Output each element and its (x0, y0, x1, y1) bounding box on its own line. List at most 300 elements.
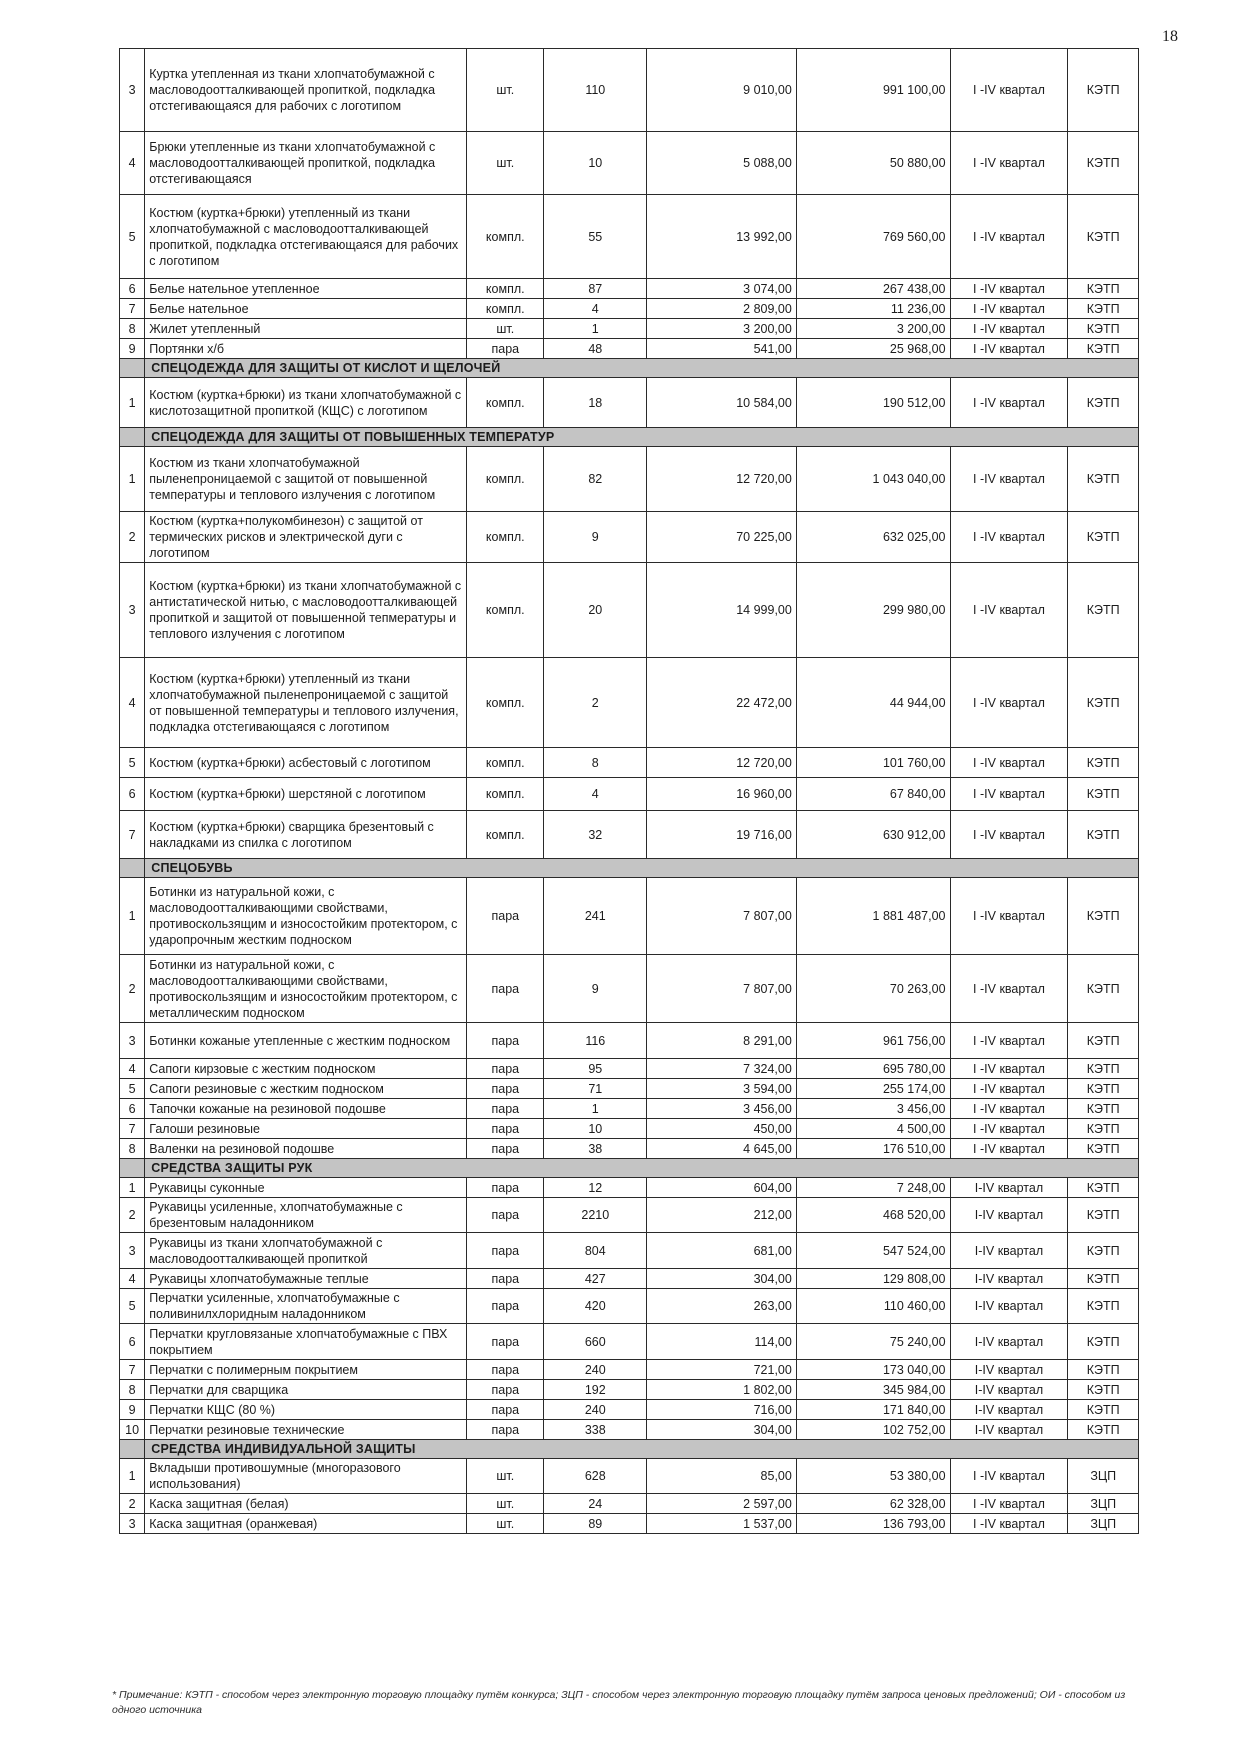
row-number-cell: 1 (120, 1459, 145, 1494)
item-name-cell: Куртка утепленная из ткани хлопчатобумажной с масловодоотталкивающей пропиткой, подкладка отстегивающаяся для рабочих с логотипом (145, 49, 467, 132)
section-header-spacer (120, 1159, 145, 1178)
unit-of-measure-cell: компл. (467, 512, 544, 563)
item-name-cell: Ботинки кожаные утепленные с жестким подноском (145, 1023, 467, 1059)
item-name-cell: Тапочки кожаные на резиновой подошве (145, 1099, 467, 1119)
quantity-cell: 420 (544, 1289, 647, 1324)
item-name-cell: Костюм (куртка+брюки) асбестовый с логотипом (145, 748, 467, 778)
unit-of-measure-cell: компл. (467, 778, 544, 811)
section-header-row (120, 859, 1139, 878)
unit-of-measure-cell: пара (467, 1099, 544, 1119)
total-amount-cell: 102 752,00 (796, 1420, 950, 1440)
delivery-period-cell: I-IV квартал (950, 1269, 1068, 1289)
procurement-method-cell: ЗЦП (1068, 1459, 1139, 1494)
table-row (120, 1289, 1139, 1324)
total-amount-cell: 3 456,00 (796, 1099, 950, 1119)
total-amount-cell: 129 808,00 (796, 1269, 950, 1289)
procurement-method-cell: КЭТП (1068, 378, 1139, 428)
section-header-spacer (120, 428, 145, 447)
row-number-cell: 2 (120, 512, 145, 563)
item-name-cell: Перчатки с полимерным покрытием (145, 1360, 467, 1380)
delivery-period-cell: I -IV квартал (950, 1514, 1068, 1534)
quantity-cell: 87 (544, 279, 647, 299)
unit-of-measure-cell: пара (467, 1059, 544, 1079)
quantity-cell: 20 (544, 563, 647, 658)
row-number-cell: 1 (120, 378, 145, 428)
procurement-method-cell: КЭТП (1068, 1420, 1139, 1440)
item-name-cell: Жилет утепленный (145, 319, 467, 339)
item-name-cell: Каска защитная (белая) (145, 1494, 467, 1514)
row-number-cell: 4 (120, 132, 145, 195)
total-amount-cell: 75 240,00 (796, 1324, 950, 1360)
procurement-method-cell: КЭТП (1068, 1119, 1139, 1139)
procurement-method-cell: КЭТП (1068, 878, 1139, 955)
row-number-cell: 8 (120, 1380, 145, 1400)
unit-of-measure-cell: компл. (467, 658, 544, 748)
row-number-cell: 10 (120, 1420, 145, 1440)
item-name-cell: Рукавицы из ткани хлопчатобумажной с масловодоотталкивающей пропиткой (145, 1233, 467, 1269)
item-name-cell: Ботинки из натуральной кожи, с масловодоотталкивающими свойствами, противоскользящим и износостойким протектором, с металлическим подноском (145, 955, 467, 1023)
procurement-method-cell: КЭТП (1068, 1178, 1139, 1198)
procurement-method-cell: КЭТП (1068, 778, 1139, 811)
item-name-cell: Сапоги резиновые с жестким подноском (145, 1079, 467, 1099)
section-header-spacer (120, 1440, 145, 1459)
quantity-cell: 18 (544, 378, 647, 428)
total-amount-cell: 11 236,00 (796, 299, 950, 319)
total-amount-cell: 70 263,00 (796, 955, 950, 1023)
row-number-cell: 3 (120, 1023, 145, 1059)
delivery-period-cell: I -IV квартал (950, 778, 1068, 811)
unit-price-cell: 14 999,00 (647, 563, 796, 658)
row-number-cell: 3 (120, 1233, 145, 1269)
quantity-cell: 110 (544, 49, 647, 132)
item-name-cell: Костюм (куртка+брюки) шерстяной с логотипом (145, 778, 467, 811)
procurement-method-cell: КЭТП (1068, 955, 1139, 1023)
procurement-table (119, 48, 1139, 1534)
delivery-period-cell: I -IV квартал (950, 1459, 1068, 1494)
table-body (120, 49, 1139, 1534)
table-row (120, 447, 1139, 512)
delivery-period-cell: I -IV квартал (950, 1079, 1068, 1099)
total-amount-cell: 110 460,00 (796, 1289, 950, 1324)
unit-of-measure-cell: пара (467, 1139, 544, 1159)
unit-price-cell: 3 074,00 (647, 279, 796, 299)
unit-of-measure-cell: шт. (467, 1459, 544, 1494)
procurement-method-cell: КЭТП (1068, 512, 1139, 563)
section-header-spacer (120, 359, 145, 378)
unit-of-measure-cell: пара (467, 955, 544, 1023)
quantity-cell: 116 (544, 1023, 647, 1059)
row-number-cell: 8 (120, 1139, 145, 1159)
table-row (120, 49, 1139, 132)
table-row (120, 778, 1139, 811)
table-row (120, 878, 1139, 955)
procurement-method-cell: КЭТП (1068, 447, 1139, 512)
delivery-period-cell: I-IV квартал (950, 1400, 1068, 1420)
procurement-method-cell: КЭТП (1068, 279, 1139, 299)
unit-of-measure-cell: пара (467, 1178, 544, 1198)
procurement-method-cell: КЭТП (1068, 1198, 1139, 1233)
quantity-cell: 8 (544, 748, 647, 778)
procurement-method-cell: КЭТП (1068, 563, 1139, 658)
unit-price-cell: 304,00 (647, 1269, 796, 1289)
table-row (120, 1198, 1139, 1233)
delivery-period-cell: I -IV квартал (950, 378, 1068, 428)
procurement-method-cell: КЭТП (1068, 1380, 1139, 1400)
unit-of-measure-cell: компл. (467, 299, 544, 319)
item-name-cell: Костюм (куртка+полукомбинезон) с защитой от термических рисков и электрической дуги с логотипом (145, 512, 467, 563)
delivery-period-cell: I -IV квартал (950, 1023, 1068, 1059)
unit-of-measure-cell: пара (467, 1023, 544, 1059)
procurement-method-cell: КЭТП (1068, 1099, 1139, 1119)
item-name-cell: Белье нательное утепленное (145, 279, 467, 299)
quantity-cell: 628 (544, 1459, 647, 1494)
unit-price-cell: 3 456,00 (647, 1099, 796, 1119)
item-name-cell: Перчатки КЩС (80 %) (145, 1400, 467, 1420)
delivery-period-cell: I-IV квартал (950, 1178, 1068, 1198)
total-amount-cell: 190 512,00 (796, 378, 950, 428)
item-name-cell: Каска защитная (оранжевая) (145, 1514, 467, 1534)
row-number-cell: 7 (120, 299, 145, 319)
delivery-period-cell: I -IV квартал (950, 1059, 1068, 1079)
procurement-method-cell: КЭТП (1068, 811, 1139, 859)
unit-of-measure-cell: пара (467, 1360, 544, 1380)
section-header-row (120, 1159, 1139, 1178)
row-number-cell: 5 (120, 748, 145, 778)
quantity-cell: 71 (544, 1079, 647, 1099)
unit-of-measure-cell: компл. (467, 378, 544, 428)
delivery-period-cell: I -IV квартал (950, 319, 1068, 339)
quantity-cell: 55 (544, 195, 647, 279)
total-amount-cell: 345 984,00 (796, 1380, 950, 1400)
quantity-cell: 2 (544, 658, 647, 748)
total-amount-cell: 991 100,00 (796, 49, 950, 132)
unit-price-cell: 22 472,00 (647, 658, 796, 748)
procurement-method-cell: КЭТП (1068, 1400, 1139, 1420)
table-row (120, 1119, 1139, 1139)
row-number-cell: 3 (120, 1514, 145, 1534)
total-amount-cell: 267 438,00 (796, 279, 950, 299)
unit-price-cell: 3 200,00 (647, 319, 796, 339)
total-amount-cell: 171 840,00 (796, 1400, 950, 1420)
table-row (120, 1059, 1139, 1079)
table-row (120, 512, 1139, 563)
quantity-cell: 38 (544, 1139, 647, 1159)
delivery-period-cell: I -IV квартал (950, 1119, 1068, 1139)
table-row (120, 1420, 1139, 1440)
total-amount-cell: 176 510,00 (796, 1139, 950, 1159)
total-amount-cell: 44 944,00 (796, 658, 950, 748)
delivery-period-cell: I -IV квартал (950, 878, 1068, 955)
table-row (120, 955, 1139, 1023)
unit-of-measure-cell: пара (467, 1269, 544, 1289)
section-header-row (120, 428, 1139, 447)
total-amount-cell: 3 200,00 (796, 319, 950, 339)
unit-price-cell: 114,00 (647, 1324, 796, 1360)
item-name-cell: Сапоги кирзовые с жестким подноском (145, 1059, 467, 1079)
unit-price-cell: 10 584,00 (647, 378, 796, 428)
unit-of-measure-cell: пара (467, 339, 544, 359)
total-amount-cell: 695 780,00 (796, 1059, 950, 1079)
delivery-period-cell: I -IV квартал (950, 512, 1068, 563)
quantity-cell: 48 (544, 339, 647, 359)
unit-of-measure-cell: пара (467, 1380, 544, 1400)
unit-price-cell: 8 291,00 (647, 1023, 796, 1059)
unit-price-cell: 9 010,00 (647, 49, 796, 132)
unit-price-cell: 721,00 (647, 1360, 796, 1380)
quantity-cell: 338 (544, 1420, 647, 1440)
row-number-cell: 9 (120, 339, 145, 359)
quantity-cell: 89 (544, 1514, 647, 1534)
unit-price-cell: 450,00 (647, 1119, 796, 1139)
item-name-cell: Костюм (куртка+брюки) из ткани хлопчатобумажной с антистатической нитью, с масловодоотталкивающей пропиткой и защитой от повышенной тепмературы и теплового излучения с логотипом (145, 563, 467, 658)
section-header-spacer (120, 859, 145, 878)
row-number-cell: 9 (120, 1400, 145, 1420)
delivery-period-cell: I -IV квартал (950, 811, 1068, 859)
item-name-cell: Ботинки из натуральной кожи, с масловодоотталкивающими свойствами, противоскользящим и износостойким протектором, с ударопрочным жестким подноском (145, 878, 467, 955)
table-row (120, 1494, 1139, 1514)
total-amount-cell: 299 980,00 (796, 563, 950, 658)
unit-price-cell: 212,00 (647, 1198, 796, 1233)
row-number-cell: 4 (120, 658, 145, 748)
unit-price-cell: 70 225,00 (647, 512, 796, 563)
procurement-method-cell: КЭТП (1068, 1023, 1139, 1059)
section-title: СПЕЦОДЕЖДА ДЛЯ ЗАЩИТЫ ОТ КИСЛОТ И ЩЕЛОЧЕЙ (145, 359, 1139, 378)
procurement-method-cell: КЭТП (1068, 1324, 1139, 1360)
unit-price-cell: 7 807,00 (647, 955, 796, 1023)
unit-price-cell: 2 809,00 (647, 299, 796, 319)
section-title: СРЕДСТВА ЗАЩИТЫ РУК (145, 1159, 1139, 1178)
row-number-cell: 7 (120, 811, 145, 859)
item-name-cell: Костюм (куртка+брюки) из ткани хлопчатобумажной с кислотозащитной пропиткой (КЩС) с логотипом (145, 378, 467, 428)
row-number-cell: 3 (120, 563, 145, 658)
item-name-cell: Костюм (куртка+брюки) утепленный из ткани хлопчатобумажной с масловодоотталкивающей пропиткой, подкладка отстегивающаяся для рабочих с логотипом (145, 195, 467, 279)
table-row (120, 319, 1139, 339)
unit-of-measure-cell: пара (467, 1079, 544, 1099)
procurement-method-cell: КЭТП (1068, 748, 1139, 778)
table-row (120, 658, 1139, 748)
delivery-period-cell: I -IV квартал (950, 279, 1068, 299)
total-amount-cell: 1 043 040,00 (796, 447, 950, 512)
row-number-cell: 5 (120, 1289, 145, 1324)
table-row (120, 1380, 1139, 1400)
table-row (120, 1459, 1139, 1494)
item-name-cell: Костюм (куртка+брюки) утепленный из ткани хлопчатобумажной пыленепроницаемой с защитой от повышенной температуры и теплового излучения, подкладка отстегивающаяся с логотипом (145, 658, 467, 748)
total-amount-cell: 4 500,00 (796, 1119, 950, 1139)
unit-price-cell: 2 597,00 (647, 1494, 796, 1514)
unit-price-cell: 13 992,00 (647, 195, 796, 279)
quantity-cell: 4 (544, 299, 647, 319)
delivery-period-cell: I-IV квартал (950, 1380, 1068, 1400)
total-amount-cell: 961 756,00 (796, 1023, 950, 1059)
unit-of-measure-cell: компл. (467, 447, 544, 512)
delivery-period-cell: I -IV квартал (950, 1099, 1068, 1119)
unit-of-measure-cell: шт. (467, 132, 544, 195)
table-row (120, 748, 1139, 778)
item-name-cell: Брюки утепленные из ткани хлопчатобумажной с масловодоотталкивающей пропиткой, подкладка отстегивающаяся (145, 132, 467, 195)
row-number-cell: 6 (120, 1099, 145, 1119)
row-number-cell: 7 (120, 1360, 145, 1380)
row-number-cell: 3 (120, 49, 145, 132)
total-amount-cell: 255 174,00 (796, 1079, 950, 1099)
quantity-cell: 9 (544, 512, 647, 563)
table-row (120, 563, 1139, 658)
quantity-cell: 10 (544, 132, 647, 195)
table-row (120, 132, 1139, 195)
unit-of-measure-cell: пара (467, 1400, 544, 1420)
table-row (120, 339, 1139, 359)
table-row (120, 1514, 1139, 1534)
delivery-period-cell: I -IV квартал (950, 339, 1068, 359)
quantity-cell: 32 (544, 811, 647, 859)
quantity-cell: 1 (544, 1099, 647, 1119)
quantity-cell: 241 (544, 878, 647, 955)
delivery-period-cell: I-IV квартал (950, 1324, 1068, 1360)
unit-of-measure-cell: пара (467, 1289, 544, 1324)
item-name-cell: Перчатки для сварщика (145, 1380, 467, 1400)
total-amount-cell: 547 524,00 (796, 1233, 950, 1269)
unit-of-measure-cell: компл. (467, 563, 544, 658)
item-name-cell: Перчатки усиленные, хлопчатобумажные с поливинилхлоридным наладонником (145, 1289, 467, 1324)
table-row (120, 279, 1139, 299)
total-amount-cell: 173 040,00 (796, 1360, 950, 1380)
row-number-cell: 6 (120, 279, 145, 299)
delivery-period-cell: I -IV квартал (950, 1494, 1068, 1514)
procurement-method-cell: КЭТП (1068, 1059, 1139, 1079)
item-name-cell: Портянки х/б (145, 339, 467, 359)
unit-price-cell: 716,00 (647, 1400, 796, 1420)
unit-price-cell: 1 537,00 (647, 1514, 796, 1534)
unit-price-cell: 7 807,00 (647, 878, 796, 955)
procurement-method-cell: КЭТП (1068, 1269, 1139, 1289)
total-amount-cell: 101 760,00 (796, 748, 950, 778)
delivery-period-cell: I -IV квартал (950, 447, 1068, 512)
item-name-cell: Галоши резиновые (145, 1119, 467, 1139)
quantity-cell: 9 (544, 955, 647, 1023)
unit-of-measure-cell: пара (467, 1198, 544, 1233)
table-row (120, 1400, 1139, 1420)
item-name-cell: Рукавицы суконные (145, 1178, 467, 1198)
unit-of-measure-cell: пара (467, 878, 544, 955)
quantity-cell: 804 (544, 1233, 647, 1269)
delivery-period-cell: I-IV квартал (950, 1233, 1068, 1269)
total-amount-cell: 67 840,00 (796, 778, 950, 811)
unit-price-cell: 604,00 (647, 1178, 796, 1198)
section-title: СПЕЦОДЕЖДА ДЛЯ ЗАЩИТЫ ОТ ПОВЫШЕННЫХ ТЕМПЕРАТУР (145, 428, 1139, 447)
table-row (120, 195, 1139, 279)
row-number-cell: 7 (120, 1119, 145, 1139)
row-number-cell: 2 (120, 1198, 145, 1233)
delivery-period-cell: I -IV квартал (950, 299, 1068, 319)
unit-price-cell: 1 802,00 (647, 1380, 796, 1400)
unit-price-cell: 263,00 (647, 1289, 796, 1324)
procurement-method-cell: КЭТП (1068, 299, 1139, 319)
section-header-row (120, 1440, 1139, 1459)
procurement-method-cell: КЭТП (1068, 1360, 1139, 1380)
unit-price-cell: 7 324,00 (647, 1059, 796, 1079)
total-amount-cell: 769 560,00 (796, 195, 950, 279)
delivery-period-cell: I-IV квартал (950, 1289, 1068, 1324)
item-name-cell: Рукавицы хлопчатобумажные теплые (145, 1269, 467, 1289)
unit-price-cell: 85,00 (647, 1459, 796, 1494)
procurement-method-cell: КЭТП (1068, 195, 1139, 279)
unit-of-measure-cell: шт. (467, 319, 544, 339)
item-name-cell: Белье нательное (145, 299, 467, 319)
quantity-cell: 427 (544, 1269, 647, 1289)
unit-of-measure-cell: пара (467, 1420, 544, 1440)
specification-sheet (119, 48, 1139, 1534)
delivery-period-cell: I-IV квартал (950, 1198, 1068, 1233)
quantity-cell: 24 (544, 1494, 647, 1514)
procurement-method-cell: КЭТП (1068, 658, 1139, 748)
unit-of-measure-cell: пара (467, 1233, 544, 1269)
table-row (120, 1269, 1139, 1289)
total-amount-cell: 50 880,00 (796, 132, 950, 195)
unit-of-measure-cell: шт. (467, 1514, 544, 1534)
table-row (120, 378, 1139, 428)
table-row (120, 1233, 1139, 1269)
unit-of-measure-cell: компл. (467, 811, 544, 859)
unit-of-measure-cell: компл. (467, 195, 544, 279)
footnote: * Примечание: КЭТП - способом через электронную торговую площадку путём конкурса; ЗЦП - способом через электронную торговую площадку путём запроса ценовых предложений; ОИ - способом из одного источника (112, 1689, 1126, 1717)
procurement-method-cell: КЭТП (1068, 1289, 1139, 1324)
table-row (120, 1324, 1139, 1360)
table-row (120, 1023, 1139, 1059)
item-name-cell: Перчатки кругловязаные хлопчатобумажные с ПВХ покрытием (145, 1324, 467, 1360)
unit-price-cell: 304,00 (647, 1420, 796, 1440)
table-row (120, 299, 1139, 319)
unit-of-measure-cell: пара (467, 1119, 544, 1139)
total-amount-cell: 1 881 487,00 (796, 878, 950, 955)
quantity-cell: 240 (544, 1400, 647, 1420)
row-number-cell: 4 (120, 1269, 145, 1289)
row-number-cell: 2 (120, 955, 145, 1023)
total-amount-cell: 25 968,00 (796, 339, 950, 359)
procurement-method-cell: КЭТП (1068, 319, 1139, 339)
quantity-cell: 1 (544, 319, 647, 339)
item-name-cell: Валенки на резиновой подошве (145, 1139, 467, 1159)
total-amount-cell: 53 380,00 (796, 1459, 950, 1494)
row-number-cell: 6 (120, 778, 145, 811)
delivery-period-cell: I-IV квартал (950, 1420, 1068, 1440)
page-number: 18 (1162, 28, 1178, 45)
table-row (120, 1139, 1139, 1159)
section-header-row (120, 359, 1139, 378)
delivery-period-cell: I-IV квартал (950, 1360, 1068, 1380)
procurement-method-cell: КЭТП (1068, 49, 1139, 132)
table-row (120, 1079, 1139, 1099)
row-number-cell: 8 (120, 319, 145, 339)
quantity-cell: 660 (544, 1324, 647, 1360)
section-title: СРЕДСТВА ИНДИВИДУАЛЬНОЙ ЗАЩИТЫ (145, 1440, 1139, 1459)
delivery-period-cell: I -IV квартал (950, 195, 1068, 279)
procurement-method-cell: КЭТП (1068, 339, 1139, 359)
unit-price-cell: 12 720,00 (647, 447, 796, 512)
table-row (120, 1099, 1139, 1119)
quantity-cell: 95 (544, 1059, 647, 1079)
unit-price-cell: 4 645,00 (647, 1139, 796, 1159)
procurement-method-cell: КЭТП (1068, 1079, 1139, 1099)
row-number-cell: 2 (120, 1494, 145, 1514)
unit-of-measure-cell: компл. (467, 748, 544, 778)
quantity-cell: 240 (544, 1360, 647, 1380)
row-number-cell: 4 (120, 1059, 145, 1079)
unit-of-measure-cell: шт. (467, 49, 544, 132)
unit-price-cell: 541,00 (647, 339, 796, 359)
total-amount-cell: 468 520,00 (796, 1198, 950, 1233)
procurement-method-cell: КЭТП (1068, 1139, 1139, 1159)
row-number-cell: 1 (120, 878, 145, 955)
table-row (120, 1360, 1139, 1380)
